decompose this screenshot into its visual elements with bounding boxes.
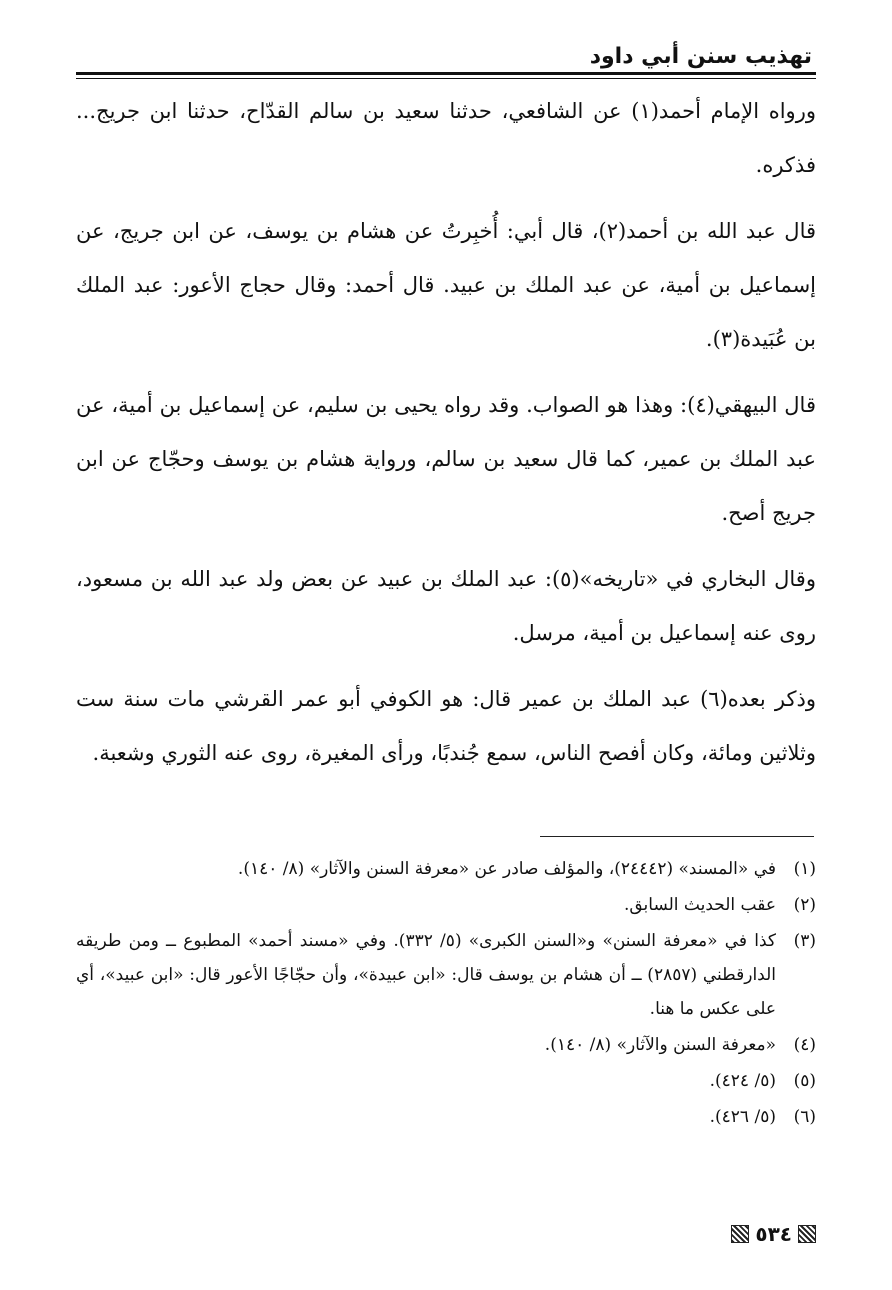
running-header xyxy=(76,38,816,78)
main-text xyxy=(76,84,816,792)
ornament-icon xyxy=(731,1225,749,1243)
footnote-2 xyxy=(76,888,816,922)
footnote-number: (٦) xyxy=(793,1107,816,1127)
footnote-5 xyxy=(76,1064,816,1098)
page-number: ٥٣٤ xyxy=(755,1222,792,1246)
header-rule-thick xyxy=(76,72,816,75)
page-footer xyxy=(731,1222,816,1246)
footnote-3 xyxy=(76,924,816,1026)
footnote-1 xyxy=(76,852,816,886)
footnote-number: (٢) xyxy=(793,895,816,915)
footnote-text: في «المسند» (٢٤٤٤٢)، والمؤلف صادر عن «معرفة السنن والآثار» (٨/ ١٤٠). xyxy=(237,859,776,879)
footnote-text: عقب الحديث السابق. xyxy=(623,895,776,915)
footnote-number: (١) xyxy=(793,859,816,879)
header-title: تهذيب سنن أبي داود xyxy=(589,44,812,69)
footnote-separator xyxy=(540,836,814,837)
footnote-text: (٥/ ٤٢٦). xyxy=(709,1107,776,1127)
footnote-text: كذا في «معرفة السنن» و«السنن الكبرى» (٥/ ٣٣٢). وفي «مسند أحمد» المطبوع ــ ومن طريقه الدارقطني (٢٨٥٧) ــ أن هشام بن يوسف قال: «ابن عبيدة»، وأن حجّاجًا الأعور قال: «ابن عبيد»، أي على عكس ما هنا. xyxy=(76,931,776,1019)
paragraph-3: قال البيهقي(٤): وهذا هو الصواب. وقد رواه يحيى بن سليم، عن إسماعيل بن أمية، عن عبد الملك بن عمير، كما قال سعيد بن سالم، ورواية هشام بن يوسف وحجّاج عن ابن جريج أصح. xyxy=(76,393,816,525)
paragraph-5: وذكر بعده(٦) عبد الملك بن عمير قال: هو الكوفي أبو عمر القرشي مات سنة ست وثلاثين ومائة، وكان أفصح الناس، سمع جُندبًا، ورأى المغيرة، روى عنه الثوري وشعبة. xyxy=(76,687,816,765)
footnote-number: (٣) xyxy=(793,931,816,951)
paragraph-4: وقال البخاري في «تاريخه»(٥): عبد الملك بن عبيد عن بعض ولد عبد الله بن مسعود، روى عنه إسماعيل بن أمية، مرسل. xyxy=(76,567,816,645)
footnotes xyxy=(76,852,816,1136)
footnote-6 xyxy=(76,1100,816,1134)
footnote-number: (٥) xyxy=(793,1071,816,1091)
header-rule-thin xyxy=(76,78,816,79)
footnote-text: «معرفة السنن والآثار» (٨/ ١٤٠). xyxy=(544,1035,776,1055)
ornament-icon xyxy=(798,1225,816,1243)
paragraph-1: ورواه الإمام أحمد(١) عن الشافعي، حدثنا سعيد بن سالم القدّاح، حدثنا ابن جريج... فذكره. xyxy=(76,99,816,177)
footnote-number: (٤) xyxy=(793,1035,816,1055)
footnote-4 xyxy=(76,1028,816,1062)
footnote-text: (٥/ ٤٢٤). xyxy=(709,1071,776,1091)
paragraph-2: قال عبد الله بن أحمد(٢)، قال أبي: أُخبِرتُ عن هشام بن يوسف، عن ابن جريج، عن إسماعيل بن أمية، عن عبد الملك بن عبيد. قال أحمد: وقال حجاج الأعور: عبد الملك بن عُبَيدة(٣). xyxy=(76,219,817,351)
